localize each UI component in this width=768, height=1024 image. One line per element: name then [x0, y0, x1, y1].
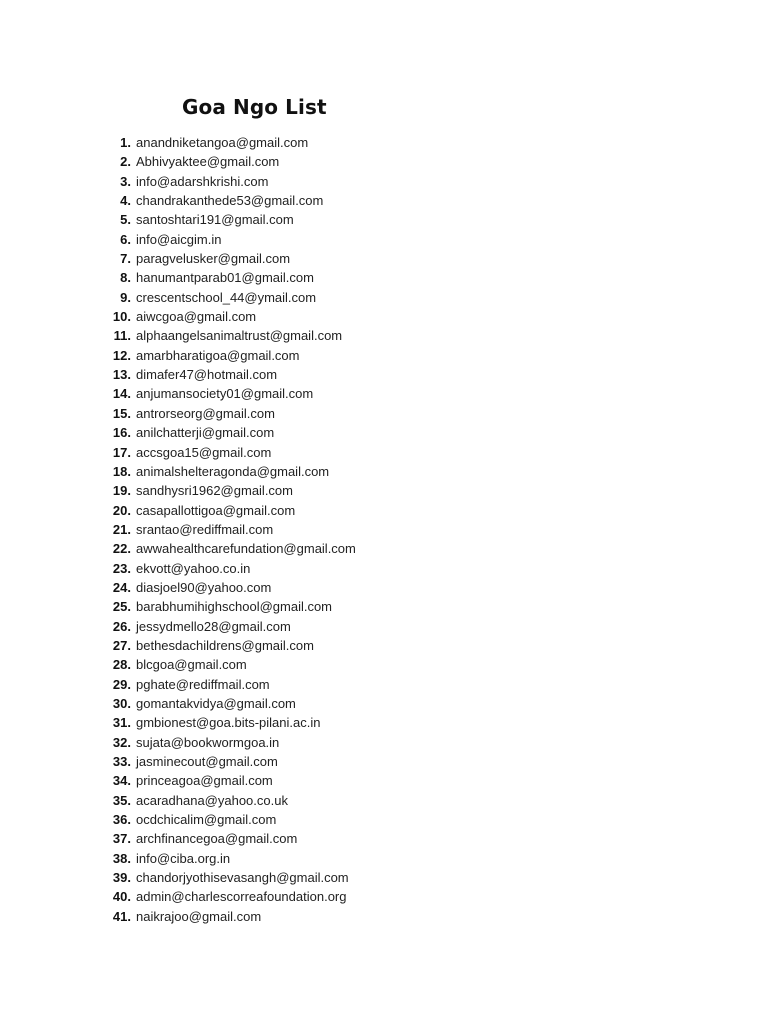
- email-address: archfinancegoa@gmail.com: [136, 831, 298, 847]
- email-address: accsgoa15@gmail.com: [136, 444, 272, 460]
- list-item: [0, 501, 768, 520]
- email-list: [0, 133, 768, 926]
- email-address: amarbharatigoa@gmail.com: [136, 347, 300, 363]
- list-item-number: 30.: [112, 695, 131, 711]
- list-item: [0, 617, 768, 636]
- list-item: [0, 268, 768, 287]
- email-address: anandniketangoa@gmail.com: [136, 135, 309, 150]
- email-address: sandhysri1962@gmail.com: [136, 483, 293, 499]
- list-item: [0, 694, 768, 713]
- email-address: alphaangelsanimaltrust@gmail.com: [136, 328, 343, 344]
- list-item-number: 23.: [112, 560, 131, 576]
- list-item: [0, 384, 768, 403]
- list-item: [0, 307, 768, 326]
- list-item: [0, 733, 768, 752]
- list-item-number: 32.: [112, 734, 131, 750]
- email-address: antrorseorg@gmail.com: [136, 405, 275, 421]
- email-address: ocdchicalim@gmail.com: [136, 812, 277, 828]
- list-item-number: 35.: [112, 792, 131, 808]
- list-item-number: 2.: [120, 154, 131, 170]
- list-item-number: 33.: [112, 754, 131, 769]
- email-address: awwahealthcarefundation@gmail.com: [136, 541, 356, 557]
- list-item-number: 9.: [120, 289, 131, 305]
- email-address: anjumansociety01@gmail.com: [136, 386, 314, 402]
- list-item-number: 8.: [120, 270, 131, 286]
- list-item-number: 22.: [112, 541, 131, 557]
- list-item: [0, 849, 768, 868]
- list-item-number: 40.: [112, 889, 131, 905]
- list-item: [0, 249, 768, 268]
- list-item-number: 39.: [112, 870, 131, 886]
- list-item: [0, 288, 768, 307]
- list-item-number: 12.: [112, 347, 131, 363]
- email-address: diasjoel90@yahoo.com: [136, 579, 272, 595]
- list-item: [0, 655, 768, 674]
- email-address: pghate@rediffmail.com: [136, 676, 270, 692]
- list-item: [0, 907, 768, 926]
- email-address: info@ciba.org.in: [136, 850, 231, 866]
- list-item: [0, 210, 768, 229]
- email-address: Abhivyaktee@gmail.com: [136, 154, 280, 170]
- list-item-number: 38.: [112, 850, 131, 866]
- email-address: acaradhana@yahoo.co.uk: [136, 792, 288, 808]
- list-item: [0, 462, 768, 481]
- list-item: [0, 636, 768, 655]
- email-address: barabhumihighschool@gmail.com: [136, 599, 333, 615]
- list-item: [0, 230, 768, 249]
- list-item: [0, 597, 768, 616]
- list-item: [0, 133, 768, 152]
- list-item: [0, 520, 768, 539]
- email-address: aiwcgoa@gmail.com: [136, 309, 257, 325]
- email-address: gomantakvidya@gmail.com: [136, 695, 296, 711]
- list-item-number: 13.: [112, 367, 131, 383]
- email-address: animalshelteragonda@gmail.com: [136, 463, 330, 479]
- list-item-number: 27.: [112, 637, 131, 653]
- list-item-number: 17.: [112, 444, 131, 460]
- email-address: ekvott@yahoo.co.in: [136, 560, 251, 576]
- list-item: [0, 578, 768, 597]
- email-address: sujata@bookwormgoa.in: [136, 734, 280, 750]
- email-address: santoshtari191@gmail.com: [136, 212, 294, 228]
- list-item: [0, 675, 768, 694]
- page-title: Goa Ngo List: [182, 95, 327, 119]
- list-item: [0, 481, 768, 500]
- list-item: [0, 365, 768, 384]
- list-item: [0, 404, 768, 423]
- list-item-number: 18.: [112, 463, 131, 479]
- list-item: [0, 713, 768, 732]
- list-item-number: 16.: [112, 425, 131, 441]
- list-item-number: 26.: [112, 618, 131, 634]
- list-item: [0, 443, 768, 462]
- list-item: [0, 191, 768, 210]
- email-address: paragvelusker@gmail.com: [136, 251, 291, 267]
- list-item: [0, 152, 768, 171]
- email-address: jessydmello28@gmail.com: [136, 618, 291, 634]
- email-address: admin@charlescorreafoundation.org: [136, 889, 347, 905]
- list-item: [0, 346, 768, 365]
- list-item-number: 1.: [120, 135, 131, 150]
- list-item: [0, 887, 768, 906]
- list-item-number: 5.: [120, 212, 131, 228]
- list-item: [0, 539, 768, 558]
- email-address: srantao@rediffmail.com: [136, 521, 274, 537]
- list-item-number: 11.: [113, 328, 131, 344]
- email-address: casapallottigoa@gmail.com: [136, 502, 296, 518]
- email-address: chandorjyothisevasangh@gmail.com: [136, 870, 349, 886]
- email-address: info@adarshkrishi.com: [136, 173, 269, 189]
- list-item-number: 14.: [112, 386, 131, 402]
- list-item: [0, 771, 768, 790]
- list-item-number: 36.: [112, 812, 131, 828]
- list-item: [0, 829, 768, 848]
- email-address: blcgoa@gmail.com: [136, 657, 247, 673]
- email-address: info@aicgim.in: [136, 231, 222, 247]
- list-item-number: 25.: [112, 599, 131, 615]
- email-address: chandrakanthede53@gmail.com: [136, 193, 324, 209]
- list-item-number: 4.: [120, 193, 131, 209]
- list-item-number: 7.: [120, 251, 131, 267]
- list-item-number: 24.: [112, 579, 131, 595]
- email-address: jasminecout@gmail.com: [136, 754, 278, 769]
- list-item-number: 6.: [120, 231, 131, 247]
- list-item-number: 3.: [120, 173, 131, 189]
- list-item-number: 19.: [112, 483, 131, 499]
- email-address: naikrajoo@gmail.com: [136, 908, 262, 924]
- list-item: [0, 559, 768, 578]
- list-item: [0, 810, 768, 829]
- email-address: anilchatterji@gmail.com: [136, 425, 275, 441]
- list-item: [0, 868, 768, 887]
- list-item-number: 10.: [112, 309, 131, 325]
- list-item-number: 37.: [112, 831, 131, 847]
- list-item-number: 15.: [112, 405, 131, 421]
- list-item: [0, 326, 768, 345]
- list-item: [0, 791, 768, 810]
- email-address: princeagoa@gmail.com: [136, 773, 273, 789]
- list-item-number: 20.: [112, 502, 131, 518]
- list-item: [0, 423, 768, 442]
- email-address: crescentschool_44@ymail.com: [136, 289, 317, 305]
- list-item-number: 34.: [112, 773, 131, 789]
- list-item: [0, 752, 768, 771]
- list-item-number: 29.: [112, 676, 131, 692]
- list-item-number: 31.: [112, 715, 131, 731]
- email-address: bethesdachildrens@gmail.com: [136, 637, 314, 653]
- list-item-number: 28.: [112, 657, 131, 673]
- email-address: gmbionest@goa.bits-pilani.ac.in: [136, 715, 321, 731]
- email-address: hanumantparab01@gmail.com: [136, 270, 314, 286]
- list-item-number: 21.: [112, 521, 131, 537]
- list-item: [0, 172, 768, 191]
- email-address: dimafer47@hotmail.com: [136, 367, 278, 383]
- list-item-number: 41.: [112, 908, 131, 924]
